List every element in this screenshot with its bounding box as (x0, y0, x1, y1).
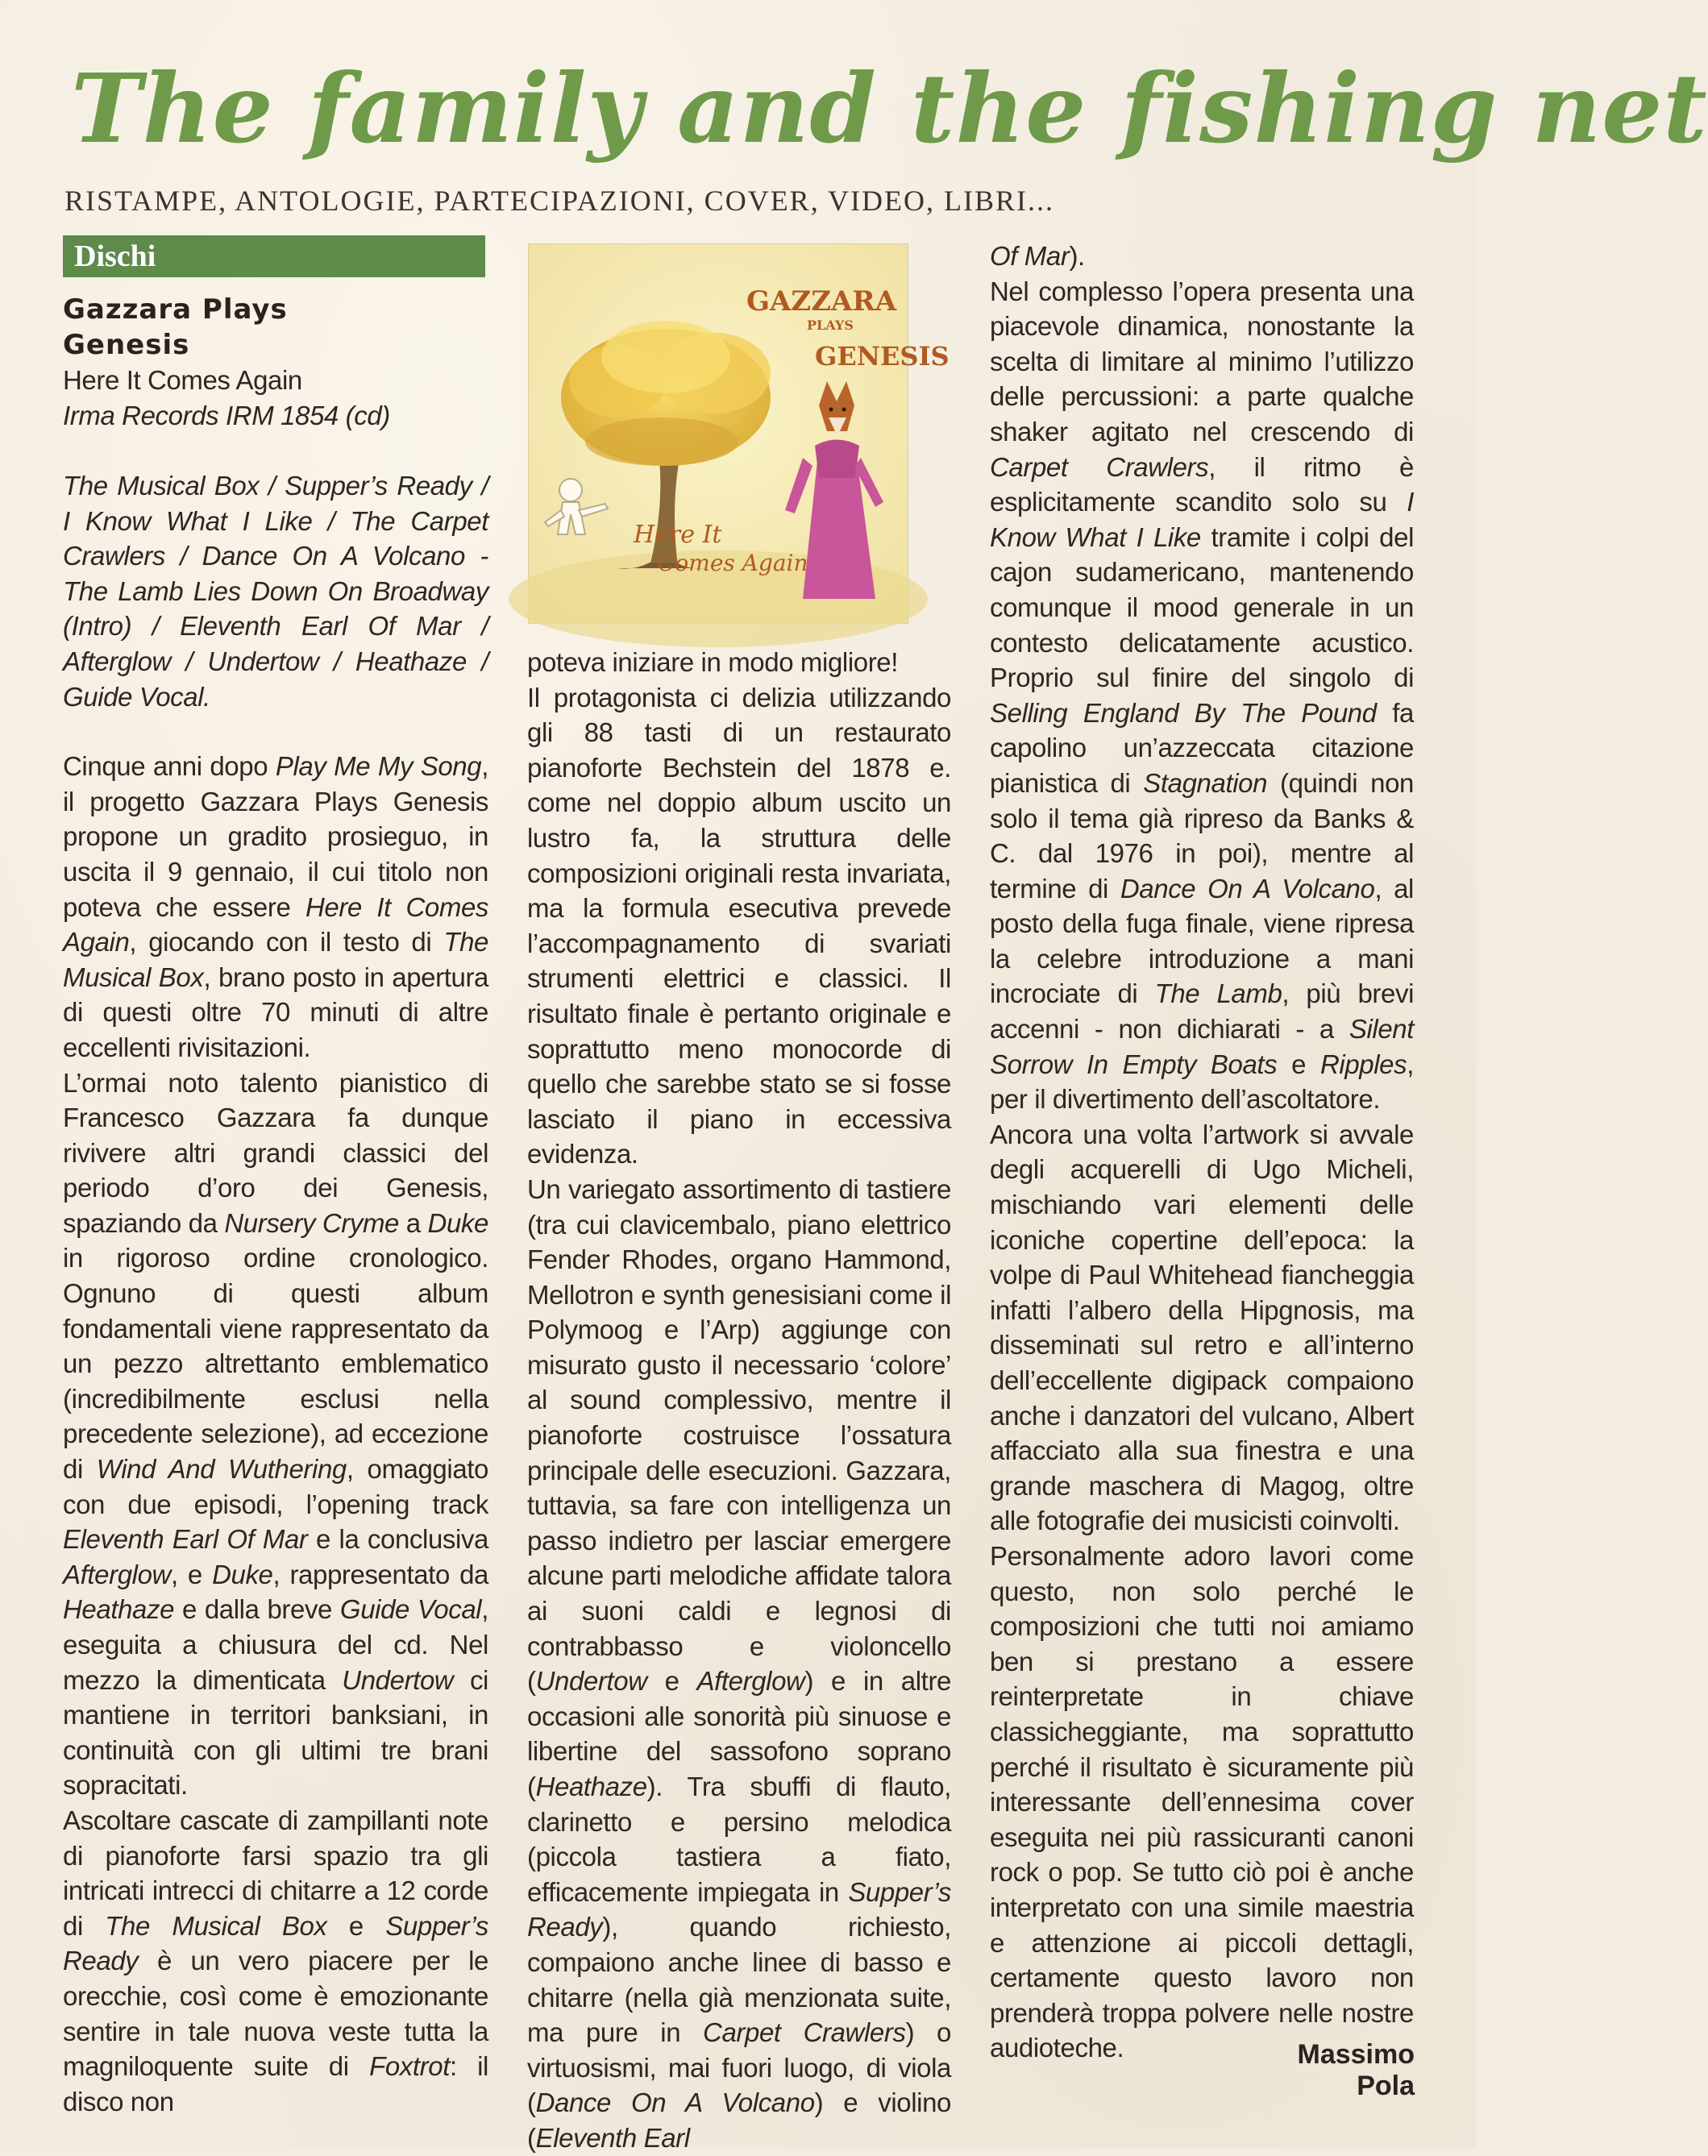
track-list: The Musical Box / Supper’s Ready / I Know What I Like / The Carpet Crawlers / Dance On A Volcano - The Lamb Lies Down On Broadway (Intro) / Eleventh Earl Of Mar / Afterglow / Undertow / Heathaze / Guide Vocal. (63, 471, 488, 712)
article-column-1 (63, 292, 488, 2119)
album-label: Irma Records IRM 1854 (cd) (63, 401, 390, 430)
cover-text-comes-again: Comes Again (658, 550, 808, 576)
article-paragraph: Il protagonista ci delizia utilizzando gli 88 tasti di un restaurato pianoforte Bechstein del 1878 e. come nel doppio album uscito un lustro fa, la struttura delle composizioni originali resta invariata, ma la formula esecutiva prevede l’accompagnamento di svariati strumenti elettrici e classici. Il risultato finale è pertanto originale e soprattutto meno monocorde di quello che sarebbe stato se si fosse lasciato il piano in eccessiva evidenza. (527, 682, 951, 1169)
cover-text-gazzara: GAZZARA (746, 285, 897, 318)
article-author: Massimo Pola (1297, 2039, 1415, 2101)
article-paragraph: Personalmente adoro lavori come questo, non solo perché le composizioni che tutti noi amiamo ben si prestano a essere reinterpretate in chiave classicheggiante, ma soprattutto perché il risultato è sicuramente più interessante dell’ennesima cover eseguita nei più rassicuranti canoni rock o pop. Se tutto ciò poi è anche interpretato con una simile maestria e attenzione ai piccoli dettagli, certamente questo lavoro non prenderà troppa polvere nelle nostre audioteche. (990, 1540, 1414, 2063)
album-header (63, 292, 488, 434)
article-paragraph: Un variegato assortimento di tastiere (tra cui clavicembalo, piano elettrico Fender Rhodes, organo Hammond, Mellotron e synth genesisiani come il Polymoog e l’Arp) aggiunge con misurato gusto il necessario ‘colore’ al sound complessivo, mentre il pianoforte costruisce l’ossatura principale delle esecuzioni. Gazzara, tuttavia, sa fare con intelligenza un passo indietro per lasciar emergere alcune parti melodiche affidate talora ai suoni caldi e legnosi di contrabbasso e violoncello (Undertow e Afterglow) e in altre occasioni alle sonorità più sinuose e libertine del sassofono soprano (Heathaze). Tra sbuffi di flauto, clarinetto e persino melodica (piccola tastiera a fiato, efficacemente impiegata in Supper’s Ready), quando richiesto, compaiono anche linee di basso e chitarre (nella già menzionata suite, ma pure in Carpet Crawlers) o virtuosismi, mai fuori luogo, di viola (Dance On A Volcano) e violino (Eleventh Earl (527, 1174, 951, 2153)
article-paragraph: Nel complesso l’opera presenta una piacevole dinamica, nonostante la scelta di limitare al minimo l’utilizzo delle percussioni: a parte qualche shaker agitato nel crescendo di Carpet Crawlers, il ritmo è esplicitamente scandito solo su I Know What I Like tramite i colpi del cajon sudamericano, mantenendo comunque il mood generale in un contesto delicatamente acustico. Proprio sul finire del singolo di Selling England By The Pound fa capolino un’azzeccata citazione pianistica di Stagnation (quindi non solo il tema già ripreso da Banks & C. dal 1976 in poi), mentre al termine di Dance On A Volcano, al posto della fuga finale, viene ripresa la celebre introduzione a mani incrociate di The Lamb, più brevi accenni - non dichiarati - a Silent Sorrow In Empty Boats e Ripples, per il divertimento dell’ascoltatore. (990, 276, 1415, 1115)
article-paragraph: Of Mar). (990, 241, 1085, 271)
section-label: Dischi (74, 239, 156, 273)
album-title: Here It Comes Again (63, 365, 302, 395)
article-column-2 (527, 645, 951, 2156)
article-column-3 (990, 239, 1414, 2066)
article-paragraph: L’ormai noto talento pianistico di Francesco Gazzara fa dunque rivivere altri grandi classici del periodo d’oro dei Genesis, spaziando da Nursery Cryme a Duke in rigoroso ordine cronologico. Ognuno di questi album fondamentali viene rappresentato da un pezzo altrettanto emblematico (incredibilmente esclusi nella precedente selezione), ad eccezione di Wind And Wuthering, omaggiato con due episodi, l’opening track Eleventh Earl Of Mar e la conclusiva Afterglow, e Duke, rappresentato da Heathaze e dalla breve Guide Vocal, eseguita a chiusura del cd. Nel mezzo la dimenticata Undertow ci mantiene in territori banksiani, in continuità con gli ultimi tre brani sopracitati. (63, 1067, 488, 1801)
cover-text-genesis: GENESIS (815, 341, 950, 372)
section-bar (63, 235, 485, 277)
article-paragraph: Ancora una volta l’artwork si avvale degli acquerelli di Ugo Micheli, mischiando vari elementi delle iconiche copertine dell’epoca: la volpe di Paul Whitehead fiancheggia infatti l’albero della Hipgnosis, ma disseminati sul retro e all’interno dell’eccellente digipack compaiono anche i danzatori del vulcano, Albert affacciato alla sua finestra e una grande maschera di Magog, oltre alle fotografie dei musicisti coinvolti. (990, 1119, 1414, 1536)
article-paragraph: Ascoltare cascate di zampillanti note di pianoforte farsi spazio tra gli intricati intrecci di chitarre a 12 corde di The Musical Box e Supper’s Ready è un vero piacere per le orecchie, così come è emozionante sentire in tale nuova veste tutta la magniloquente suite di Foxtrot: il disco non (63, 1805, 488, 2117)
cover-text-here-it: Here It (634, 521, 722, 549)
album-band: Gazzara Plays Genesis (63, 293, 288, 361)
article-paragraph: poteva iniziare in modo migliore! (527, 647, 899, 677)
album-cover (528, 243, 950, 624)
page-subtitle: RISTAMPE, ANTOLOGIE, PARTECIPAZIONI, COVER, VIDEO, LIBRI... (64, 185, 1055, 217)
cover-text-plays: PLAYS (807, 318, 854, 333)
article-paragraph: Cinque anni dopo Play Me My Song, il progetto Gazzara Plays Genesis propone un gradito prosieguo, in uscita il 9 gennaio, il cui titolo non poteva che essere Here It Comes Again, giocando con il testo di The Musical Box, brano posto in apertura di questi oltre 70 minuti di altre eccellenti rivisitazioni. (63, 751, 488, 1062)
page-title: The family and the fishing net (71, 52, 1708, 164)
